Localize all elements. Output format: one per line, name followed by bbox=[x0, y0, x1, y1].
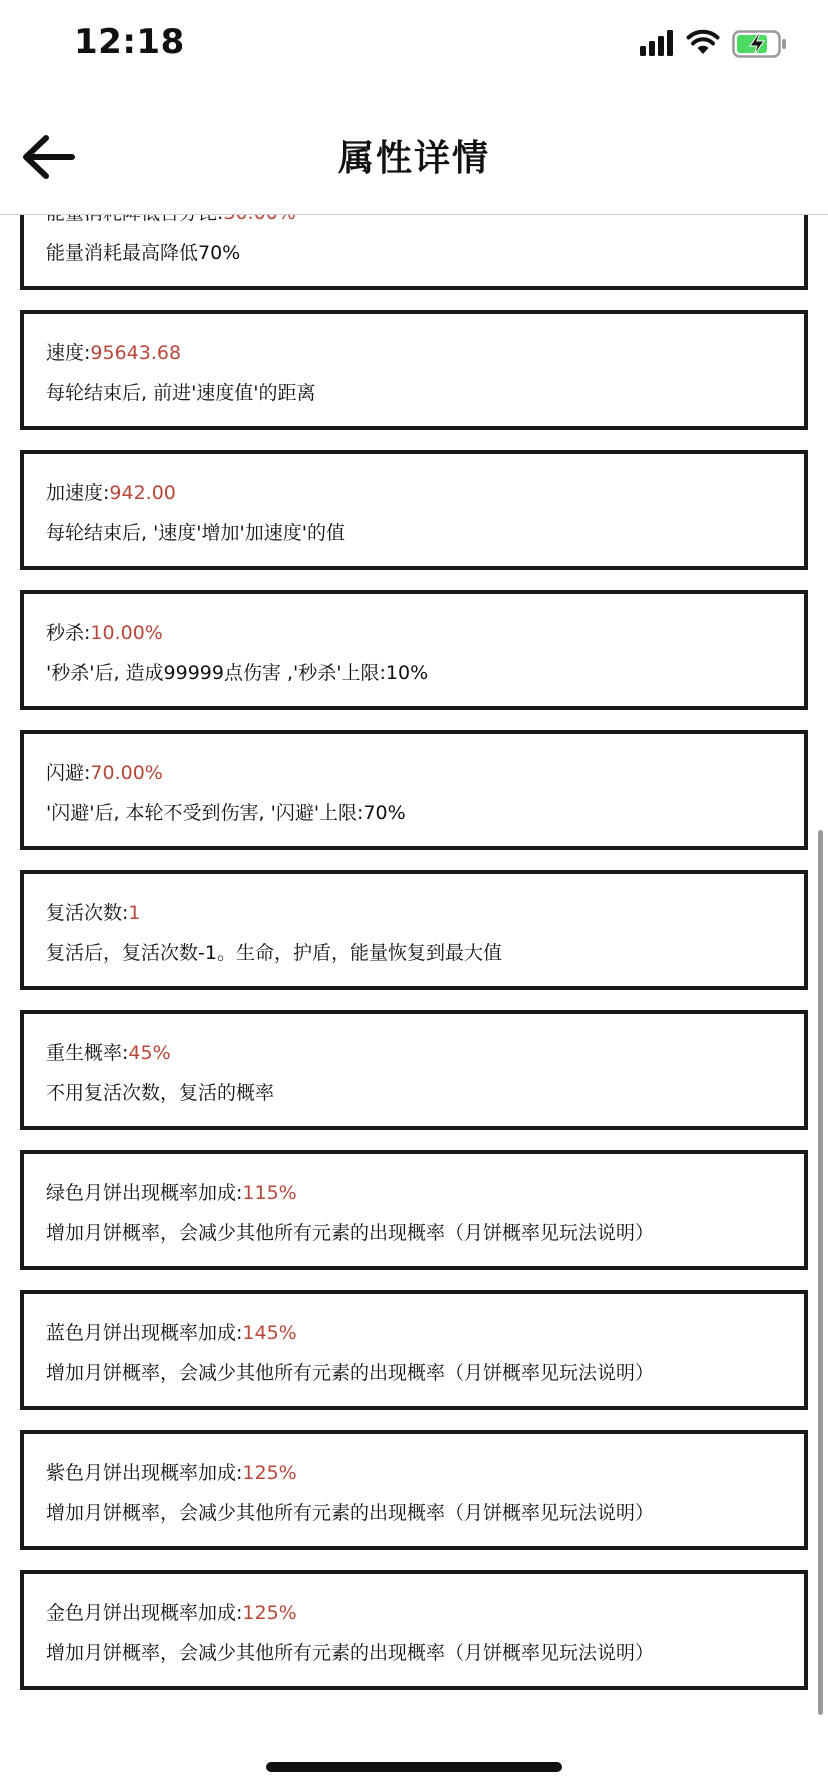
attribute-label: 金色月饼出现概率加成: bbox=[46, 1602, 243, 1624]
attribute-title bbox=[46, 618, 163, 645]
attribute-title bbox=[46, 1598, 297, 1625]
attribute-label: 绿色月饼出现概率加成: bbox=[46, 1182, 243, 1204]
attribute-description: 每轮结束后, '速度'增加'加速度'的值 bbox=[46, 522, 345, 544]
attribute-card bbox=[20, 590, 808, 710]
attribute-label: 加速度: bbox=[46, 482, 110, 504]
attribute-value: 125% bbox=[242, 1462, 297, 1484]
attribute-description: 增加月饼概率，会减少其他所有元素的出现概率（月饼概率见玩法说明） bbox=[46, 1362, 655, 1384]
attribute-card bbox=[20, 1290, 808, 1410]
attribute-card bbox=[20, 310, 808, 430]
attribute-description: 不用复活次数，复活的概率 bbox=[46, 1082, 275, 1104]
attribute-card bbox=[20, 1010, 808, 1130]
attribute-value: 942.00 bbox=[109, 482, 176, 504]
nav-bar bbox=[0, 96, 828, 215]
attribute-description: 增加月饼概率，会减少其他所有元素的出现概率（月饼概率见玩法说明） bbox=[46, 1502, 655, 1524]
attribute-list[interactable] bbox=[0, 215, 828, 1735]
attribute-value: 10.00% bbox=[90, 622, 163, 644]
attribute-card bbox=[20, 730, 808, 850]
attribute-card bbox=[20, 1570, 808, 1690]
status-bar bbox=[0, 0, 828, 96]
page-title: 属性详情 bbox=[337, 138, 490, 179]
attribute-title bbox=[46, 1178, 297, 1205]
attribute-label: 重生概率: bbox=[46, 1042, 129, 1064]
attribute-title bbox=[46, 898, 141, 925]
attribute-description: 增加月饼概率，会减少其他所有元素的出现概率（月饼概率见玩法说明） bbox=[46, 1222, 655, 1244]
home-indicator[interactable] bbox=[266, 1762, 562, 1772]
attribute-value: 145% bbox=[242, 1322, 297, 1344]
attribute-card bbox=[20, 870, 808, 990]
attribute-value: 1 bbox=[128, 902, 141, 924]
attribute-value: 95643.68 bbox=[90, 342, 182, 364]
attribute-description: '闪避'后, 本轮不受到伤害, '闪避'上限:70% bbox=[46, 802, 406, 824]
attribute-title bbox=[46, 478, 176, 505]
attribute-value: 70.00% bbox=[90, 762, 163, 784]
attribute-label: 闪避: bbox=[46, 762, 91, 784]
attribute-label: 秒杀: bbox=[46, 622, 91, 644]
attribute-label: 蓝色月饼出现概率加成: bbox=[46, 1322, 243, 1344]
scrollbar[interactable] bbox=[818, 830, 823, 1715]
status-time: 12:18 bbox=[74, 22, 185, 62]
attribute-label: 紫色月饼出现概率加成: bbox=[46, 1462, 243, 1484]
attribute-title bbox=[46, 1458, 297, 1485]
signal-icon bbox=[640, 30, 674, 56]
attribute-label: 复活次数: bbox=[46, 902, 129, 924]
attribute-description: 每轮结束后, 前进'速度值'的距离 bbox=[46, 382, 316, 404]
attribute-title bbox=[46, 758, 163, 785]
attribute-card bbox=[20, 450, 808, 570]
attribute-label: 速度: bbox=[46, 342, 91, 364]
wifi-icon bbox=[686, 28, 720, 56]
attribute-title bbox=[46, 1318, 297, 1345]
attribute-card bbox=[20, 1430, 808, 1550]
battery-charging-icon bbox=[732, 30, 788, 58]
attribute-description: 增加月饼概率，会减少其他所有元素的出现概率（月饼概率见玩法说明） bbox=[46, 1642, 655, 1664]
attribute-description: 能量消耗最高降低70% bbox=[46, 242, 241, 264]
attribute-value: 125% bbox=[242, 1602, 297, 1624]
attribute-value: 45% bbox=[128, 1042, 171, 1064]
attribute-card bbox=[20, 1150, 808, 1270]
attribute-title bbox=[46, 1038, 171, 1065]
attribute-value: 115% bbox=[242, 1182, 297, 1204]
attribute-description: 复活后，复活次数-1。生命，护盾，能量恢复到最大值 bbox=[46, 942, 502, 964]
attribute-title bbox=[46, 338, 181, 365]
attribute-description: '秒杀'后, 造成99999点伤害 ,'秒杀'上限:10% bbox=[46, 662, 429, 684]
